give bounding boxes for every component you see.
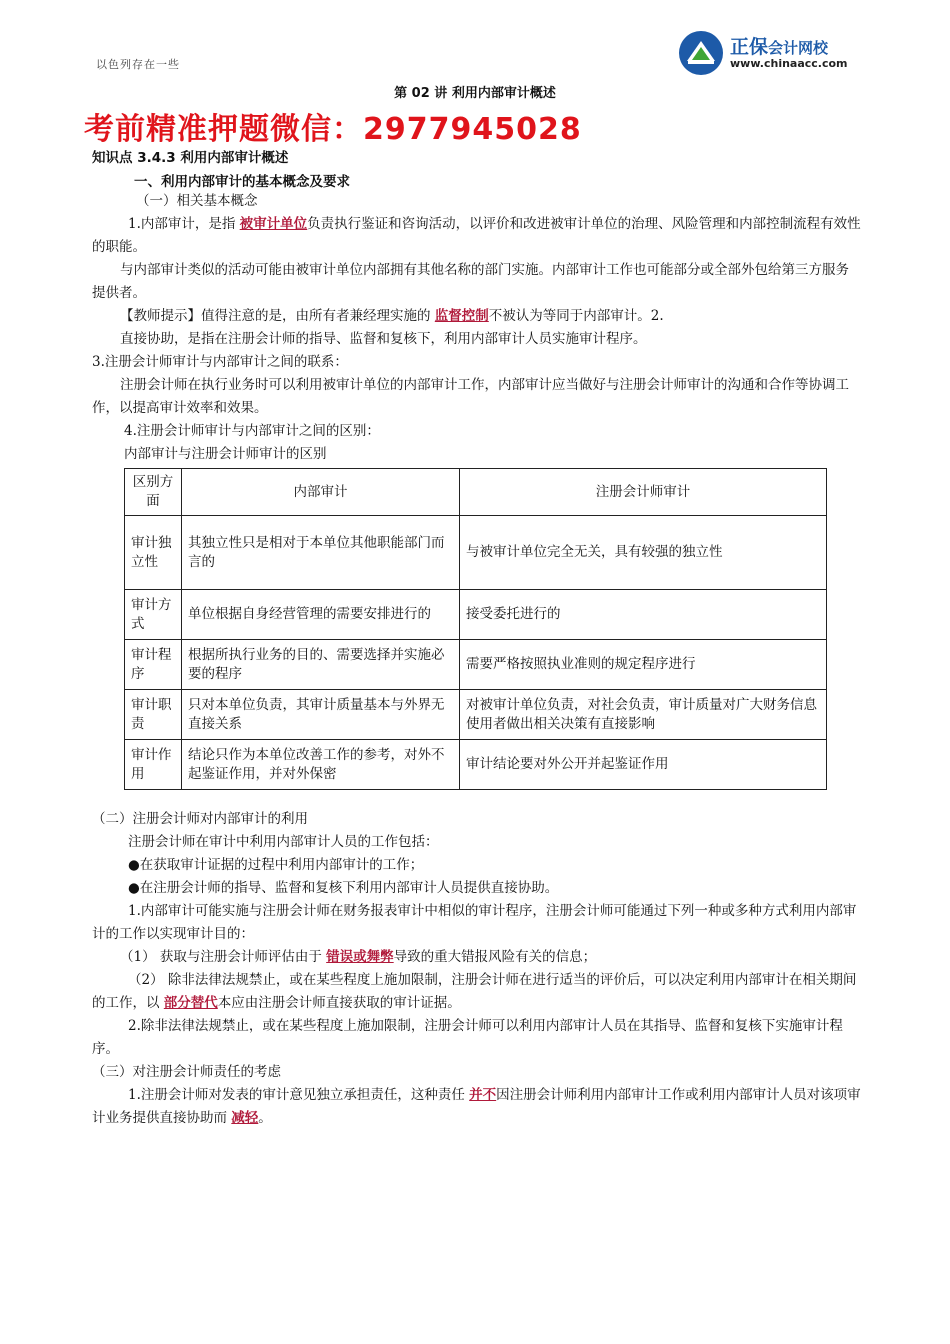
paragraph-difference-title: 4.注册会计师审计与内部审计之间的区别： (124, 423, 380, 439)
table-row (125, 640, 827, 690)
logo-subname: 会计网校 (768, 39, 829, 57)
paragraph-usage-methods: 1.内部审计可能实施与注册会计师在财务报表审计中相似的审计程序，注册会计师可能通过下列一种或多种方式利用内部审计的工作以实现审计目的： (92, 903, 857, 942)
paragraph-usage-intro: 注册会计师在审计中利用内部审计人员的工作包括： (128, 834, 439, 850)
text-run: 【教师提示】值得注意的是，由所有者兼经理实施的 (120, 308, 435, 324)
text-run: 负责执行鉴证和咨询活动，以评价和改进被审计单位的治理、风险管理和内部控制流程有效性的职能。 (92, 216, 861, 255)
text-run: 在获取审计证据的过程中利用内部审计的工作； (139, 857, 424, 873)
paragraph-method-1 (92, 946, 862, 969)
keyword-highlight: 并不 (469, 1087, 497, 1103)
text-run: （1） 获取与注册会计师评估由于 (120, 949, 327, 965)
paragraph-direct-assistance: 直接协助，是指在注册会计师的指导、监督和复核下，利用内部审计人员实施审计程序。 (120, 331, 647, 347)
table-cell: 审计结论要对外公开并起鉴证作用 (460, 740, 827, 790)
bullet-item (92, 877, 862, 900)
table-cell: 对被审计单位负责，对社会负责，审计质量对广大财务信息使用者做出相关决策有直接影响 (460, 690, 827, 740)
promo-banner: 考前精准押题微信：2977945028 (84, 112, 582, 147)
text-run: （2） 除非法律法规禁止，或在某些程度上施加限制，注册会计师在进行适当的评价后，可以决定利用内部审计在相关期间的工作，以 (92, 972, 857, 1011)
paragraph-teacher-tip (92, 305, 862, 328)
table-cell: 审计职责 (125, 690, 182, 740)
table-cell: 审计程序 (125, 640, 182, 690)
table-header-cell: 区别方面 (125, 469, 182, 516)
table-header-row (125, 469, 827, 516)
bullet-item (92, 854, 862, 877)
table-cell: 根据所执行业务的目的、需要选择并实施必要的程序 (182, 640, 460, 690)
keyword-highlight: 被审计单位 (239, 216, 308, 232)
table-cell: 审计方式 (125, 590, 182, 640)
paragraph-definition (92, 213, 862, 259)
table-cell: 审计作用 (125, 740, 182, 790)
subsection-3-title: （三）对注册会计师责任的考虑 (92, 1064, 281, 1080)
bullet-icon (128, 857, 140, 873)
table-header-cell: 内部审计 (182, 469, 460, 516)
logo-mark-icon (678, 30, 724, 76)
paragraph-relation-title: 3.注册会计师审计与内部审计之间的联系： (92, 354, 348, 370)
table-caption: 内部审计与注册会计师审计的区别 (124, 446, 327, 462)
table-cell: 接受委托进行的 (460, 590, 827, 640)
keyword-highlight: 部分替代 (163, 995, 218, 1011)
table-cell: 需要严格按照执业准则的规定程序进行 (460, 640, 827, 690)
table-cell: 与被审计单位完全无关，具有较强的独立性 (460, 516, 827, 590)
logo-name: 正保 (730, 36, 769, 58)
table-cell: 结论只作为本单位改善工作的参考，对外不起鉴证作用，并对外保密 (182, 740, 460, 790)
paragraph-responsibility (92, 1084, 862, 1130)
paragraph-similar-activities: 与内部审计类似的活动可能由被审计单位内部拥有其他名称的部门实施。内部审计工作也可能部分或全部外包给第三方服务提供者。 (92, 262, 849, 301)
keyword-highlight: 监督控制 (434, 308, 489, 324)
logo-url: www.chinaacc.com (730, 57, 848, 70)
header-fragment-text: 以色列存在一些 (96, 58, 180, 71)
table-row (125, 516, 827, 590)
text-run: 1.内部审计，是指 (128, 216, 240, 232)
table-row (125, 590, 827, 640)
table-cell: 审计独立性 (125, 516, 182, 590)
section-1-title: 一、利用内部审计的基本概念及要求 (134, 174, 350, 190)
subsection-1-title: （一）相关基本概念 (136, 193, 258, 209)
table-cell: 单位根据自身经营管理的需要安排进行的 (182, 590, 460, 640)
bullet-icon (128, 880, 140, 896)
text-run: 1.注册会计师对发表的审计意见独立承担责任，这种责任 (128, 1087, 470, 1103)
comparison-table (124, 468, 827, 790)
table-header-cell: 注册会计师审计 (460, 469, 827, 516)
keyword-highlight: 错误或舞弊 (326, 949, 394, 965)
document-body (92, 190, 862, 1130)
keyword-highlight: 减轻 (231, 1110, 259, 1126)
table-cell: 其独立性只是相对于本单位其他职能部门而言的 (182, 516, 460, 590)
text-run: 。 (258, 1110, 272, 1126)
paragraph-method-2 (92, 969, 862, 1015)
table-cell: 只对本单位负责，其审计质量基本与外界无直接关系 (182, 690, 460, 740)
lecture-title: 第 02 讲 利用内部审计概述 (394, 86, 556, 101)
subsection-2-title: （二）注册会计师对内部审计的利用 (92, 811, 308, 827)
text-run: 不被认为等同于内部审计。2. (488, 308, 664, 324)
brand-logo[interactable] (678, 28, 868, 80)
text-run: 在注册会计师的指导、监督和复核下利用内部审计人员提供直接协助。 (139, 880, 559, 896)
text-run: 因注册会计师利用内部审计工作或利用内部审计人员对该项审计业务提供直接协助而 (92, 1087, 861, 1126)
knowledge-point-title: 知识点 3.4.3 利用内部审计概述 (92, 150, 289, 166)
paragraph-direct-help: 2.除非法律法规禁止，或在某些程度上施加限制，注册会计师可以利用内部审计人员在其指导、监督和复核下实施审计程序。 (92, 1018, 843, 1057)
text-run: 导致的重大错报风险有关的信息； (393, 949, 597, 965)
table-row (125, 690, 827, 740)
paragraph-relation: 注册会计师在执行业务时可以利用被审计单位的内部审计工作，内部审计应当做好与注册会计师审计的沟通和合作等协调工作，以提高审计效率和效果。 (92, 377, 849, 416)
text-run: 本应由注册会计师直接获取的审计证据。 (217, 995, 461, 1011)
table-row (125, 740, 827, 790)
